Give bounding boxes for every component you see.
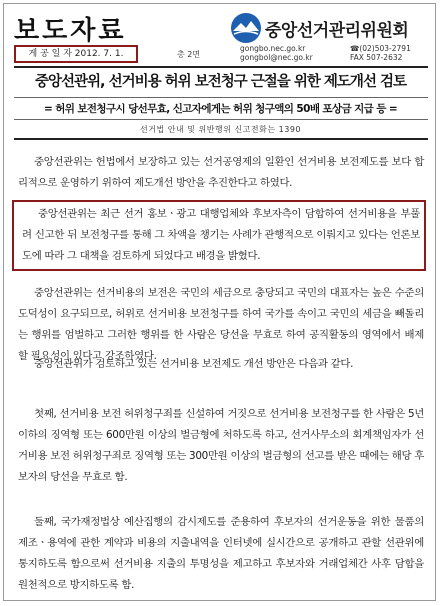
headline: 중앙선관위, 선거비용 허위 보전청구 근절을 위한 제도개선 검토 <box>34 74 407 90</box>
nec-logo <box>230 12 408 44</box>
divider <box>14 97 428 98</box>
website-link[interactable]: gongbo.nec.go.kr <box>240 44 306 53</box>
body-paragraph: 중앙선관위는 선거비용의 보전은 국민의 세금으로 충당되고 국민의 대표자는 높은 수준의 도덕성이 요구되므로, 허위로 선거비용 보전청구를 하여 국가를 속이고 국민의 세금을 빼돌리는 행위를 엄벌하고 그러한 행위를 한 사람은 당선을 무효로 하여 공직활동의 영역에서 배제할 필요성이 있다고 강조하였다. <box>18 287 424 362</box>
fax-number: FAX 507-2632 <box>350 53 403 62</box>
nec-emblem-icon <box>230 12 262 44</box>
press-release-page <box>3 3 436 601</box>
org-name: 중앙선거관리위원회 <box>265 20 409 41</box>
press-release-title: 보도자료 <box>14 16 127 46</box>
body-paragraph: 중앙선관위가 검토하고 있는 선거비용 보전제도 개선 방안은 다음과 같다. <box>34 358 354 370</box>
subheadline: = 허위 보전청구시 당선무효, 신고자에게는 허위 청구액의 50배 포상금 지급 등 = <box>43 103 398 115</box>
email-link[interactable]: gongbol@nec.go.kr <box>240 53 313 62</box>
contact-phone <box>350 44 411 62</box>
body-paragraph: 중앙선관위는 헌법에서 보장하고 있는 선거공영제의 일환인 선거비용 보전제도를 보다 합리적으로 운영하기 위하여 제도개선 방안을 추진한다고 하였다. <box>18 156 424 189</box>
hotline-notice: 선거법 안내 및 위반행위 신고전화는 1390 <box>140 125 301 134</box>
highlighted-paragraph: 중앙선관위는 최근 선거 홍보ㆍ광고 대행업체와 후보자측이 담합하여 선거비용을 부풀려 신고한 뒤 보전청구를 통해 그 차액을 챙기는 사례가 관행적으로 이뤄지고 있다는 언론보도에 따라 그 대책을 검토하게 되었다고 배경을 밝혔다. <box>12 200 426 271</box>
divider <box>14 138 428 140</box>
body-paragraph: 첫째, 선거비용 보전 허위청구죄를 신설하여 거짓으로 선거비용 보전청구를 한 사람은 5년 이하의 징역형 또는 600만원 이상의 벌금형에 처하도록 하고, 선거사무소의 회계책임자가 선거비용 보전 허위청구죄로 징역형 또는 300만원 이상의 벌금형의 선고를 받은 때에는 해당 후보자의 당선을 무효로 함. <box>18 408 424 483</box>
body-paragraph: 둘째, 국가재정법상 예산집행의 감시제도를 준용하여 후보자의 선거운동을 위한 물품의 제조ㆍ용역에 관한 계약과 비용의 지출내역을 인터넷에 실시간으로 공개하고 관할 선관위에 통지하도록 함으로써 선거비용 지출의 투명성을 제고하고 후보자와 거래업체간 사후 담합을 원천적으로 방지하도록 함. <box>18 516 424 591</box>
contact-web <box>240 44 313 62</box>
divider <box>14 119 428 120</box>
phone-number: ☎(02)503-2791 <box>350 44 411 53</box>
divider <box>14 66 428 68</box>
page-count: 총 2면 <box>177 50 201 59</box>
publish-date: 게 공 일 자 2012. 7. 1. <box>14 45 138 63</box>
